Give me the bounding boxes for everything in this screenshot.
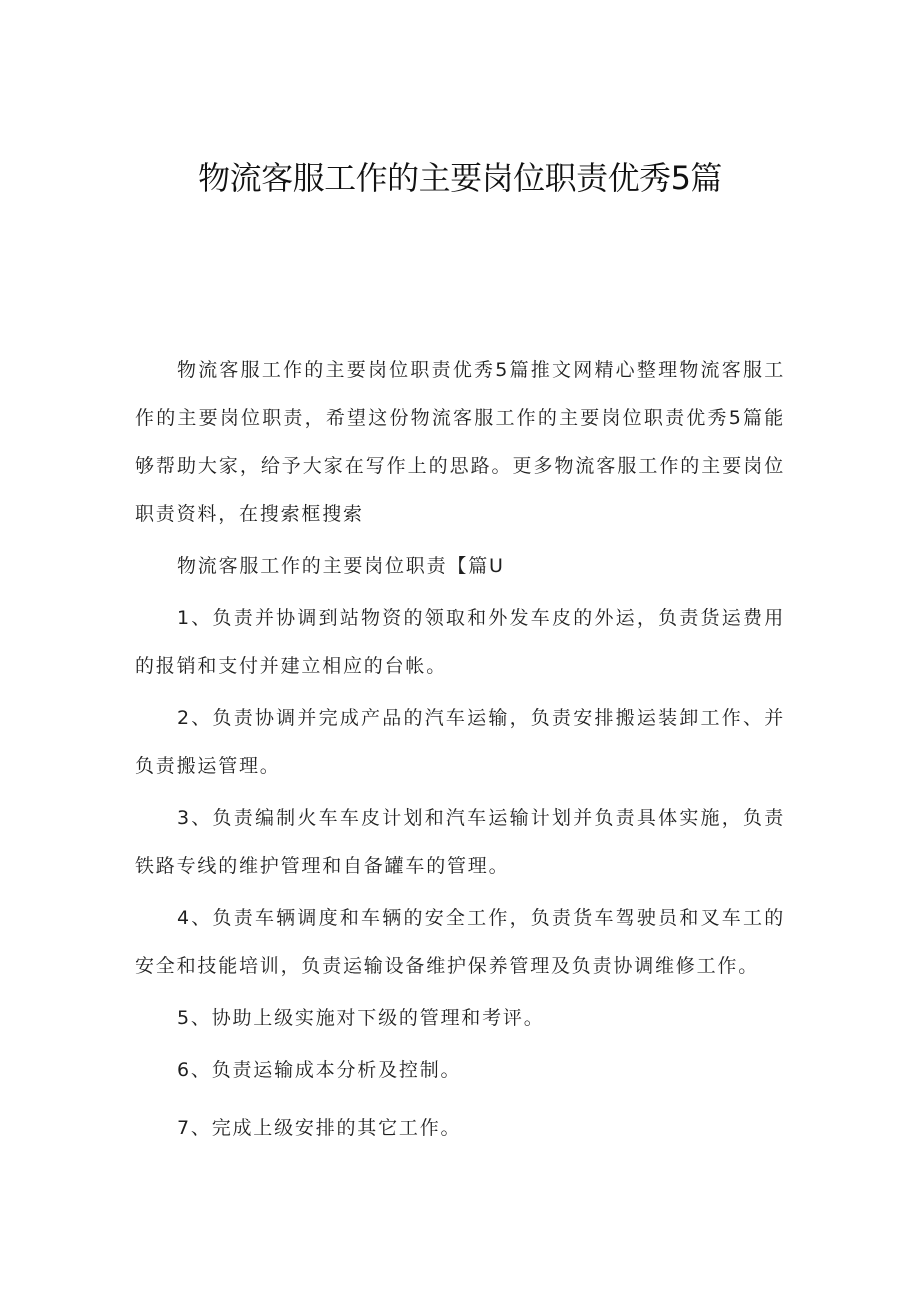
section-heading: 物流客服工作的主要岗位职责【篇U — [177, 555, 505, 577]
list-item: 2、负责协调并完成产品的汽车运输，负责安排搬运装卸工作、并负责搬运管理。 — [135, 707, 785, 777]
list-item: 1、负责并协调到站物资的领取和外发车皮的外运，负责货运费用的报销和支付并建立相应的台帐。 — [135, 607, 785, 677]
list-item: 3、负责编制火车车皮计划和汽车运输计划并负责具体实施，负责铁路专线的维护管理和自备罐车的管理。 — [135, 807, 785, 877]
list-item: 4、负责车辆调度和车辆的安全工作，负责货车驾驶员和叉车工的安全和技能培训，负责运输设备维护保养管理及负责协调维修工作。 — [135, 907, 785, 977]
document-title: 物流客服工作的主要岗位职责优秀5篇 — [198, 159, 722, 197]
intro-paragraph: 物流客服工作的主要岗位职责优秀5篇推文网精心整理物流客服工作的主要岗位职责，希望这份物流客服工作的主要岗位职责优秀5篇能够帮助大家，给予大家在写作上的思路。更多物流客服工作的主要岗位职责资料，在搜索框搜索 — [135, 359, 785, 525]
list-item: 6、负责运输成本分析及控制。 — [177, 1059, 462, 1081]
list-item: 5、协助上级实施对下级的管理和考评。 — [177, 1007, 545, 1029]
document-body — [135, 346, 785, 1152]
list-item: 7、完成上级安排的其它工作。 — [177, 1117, 462, 1139]
